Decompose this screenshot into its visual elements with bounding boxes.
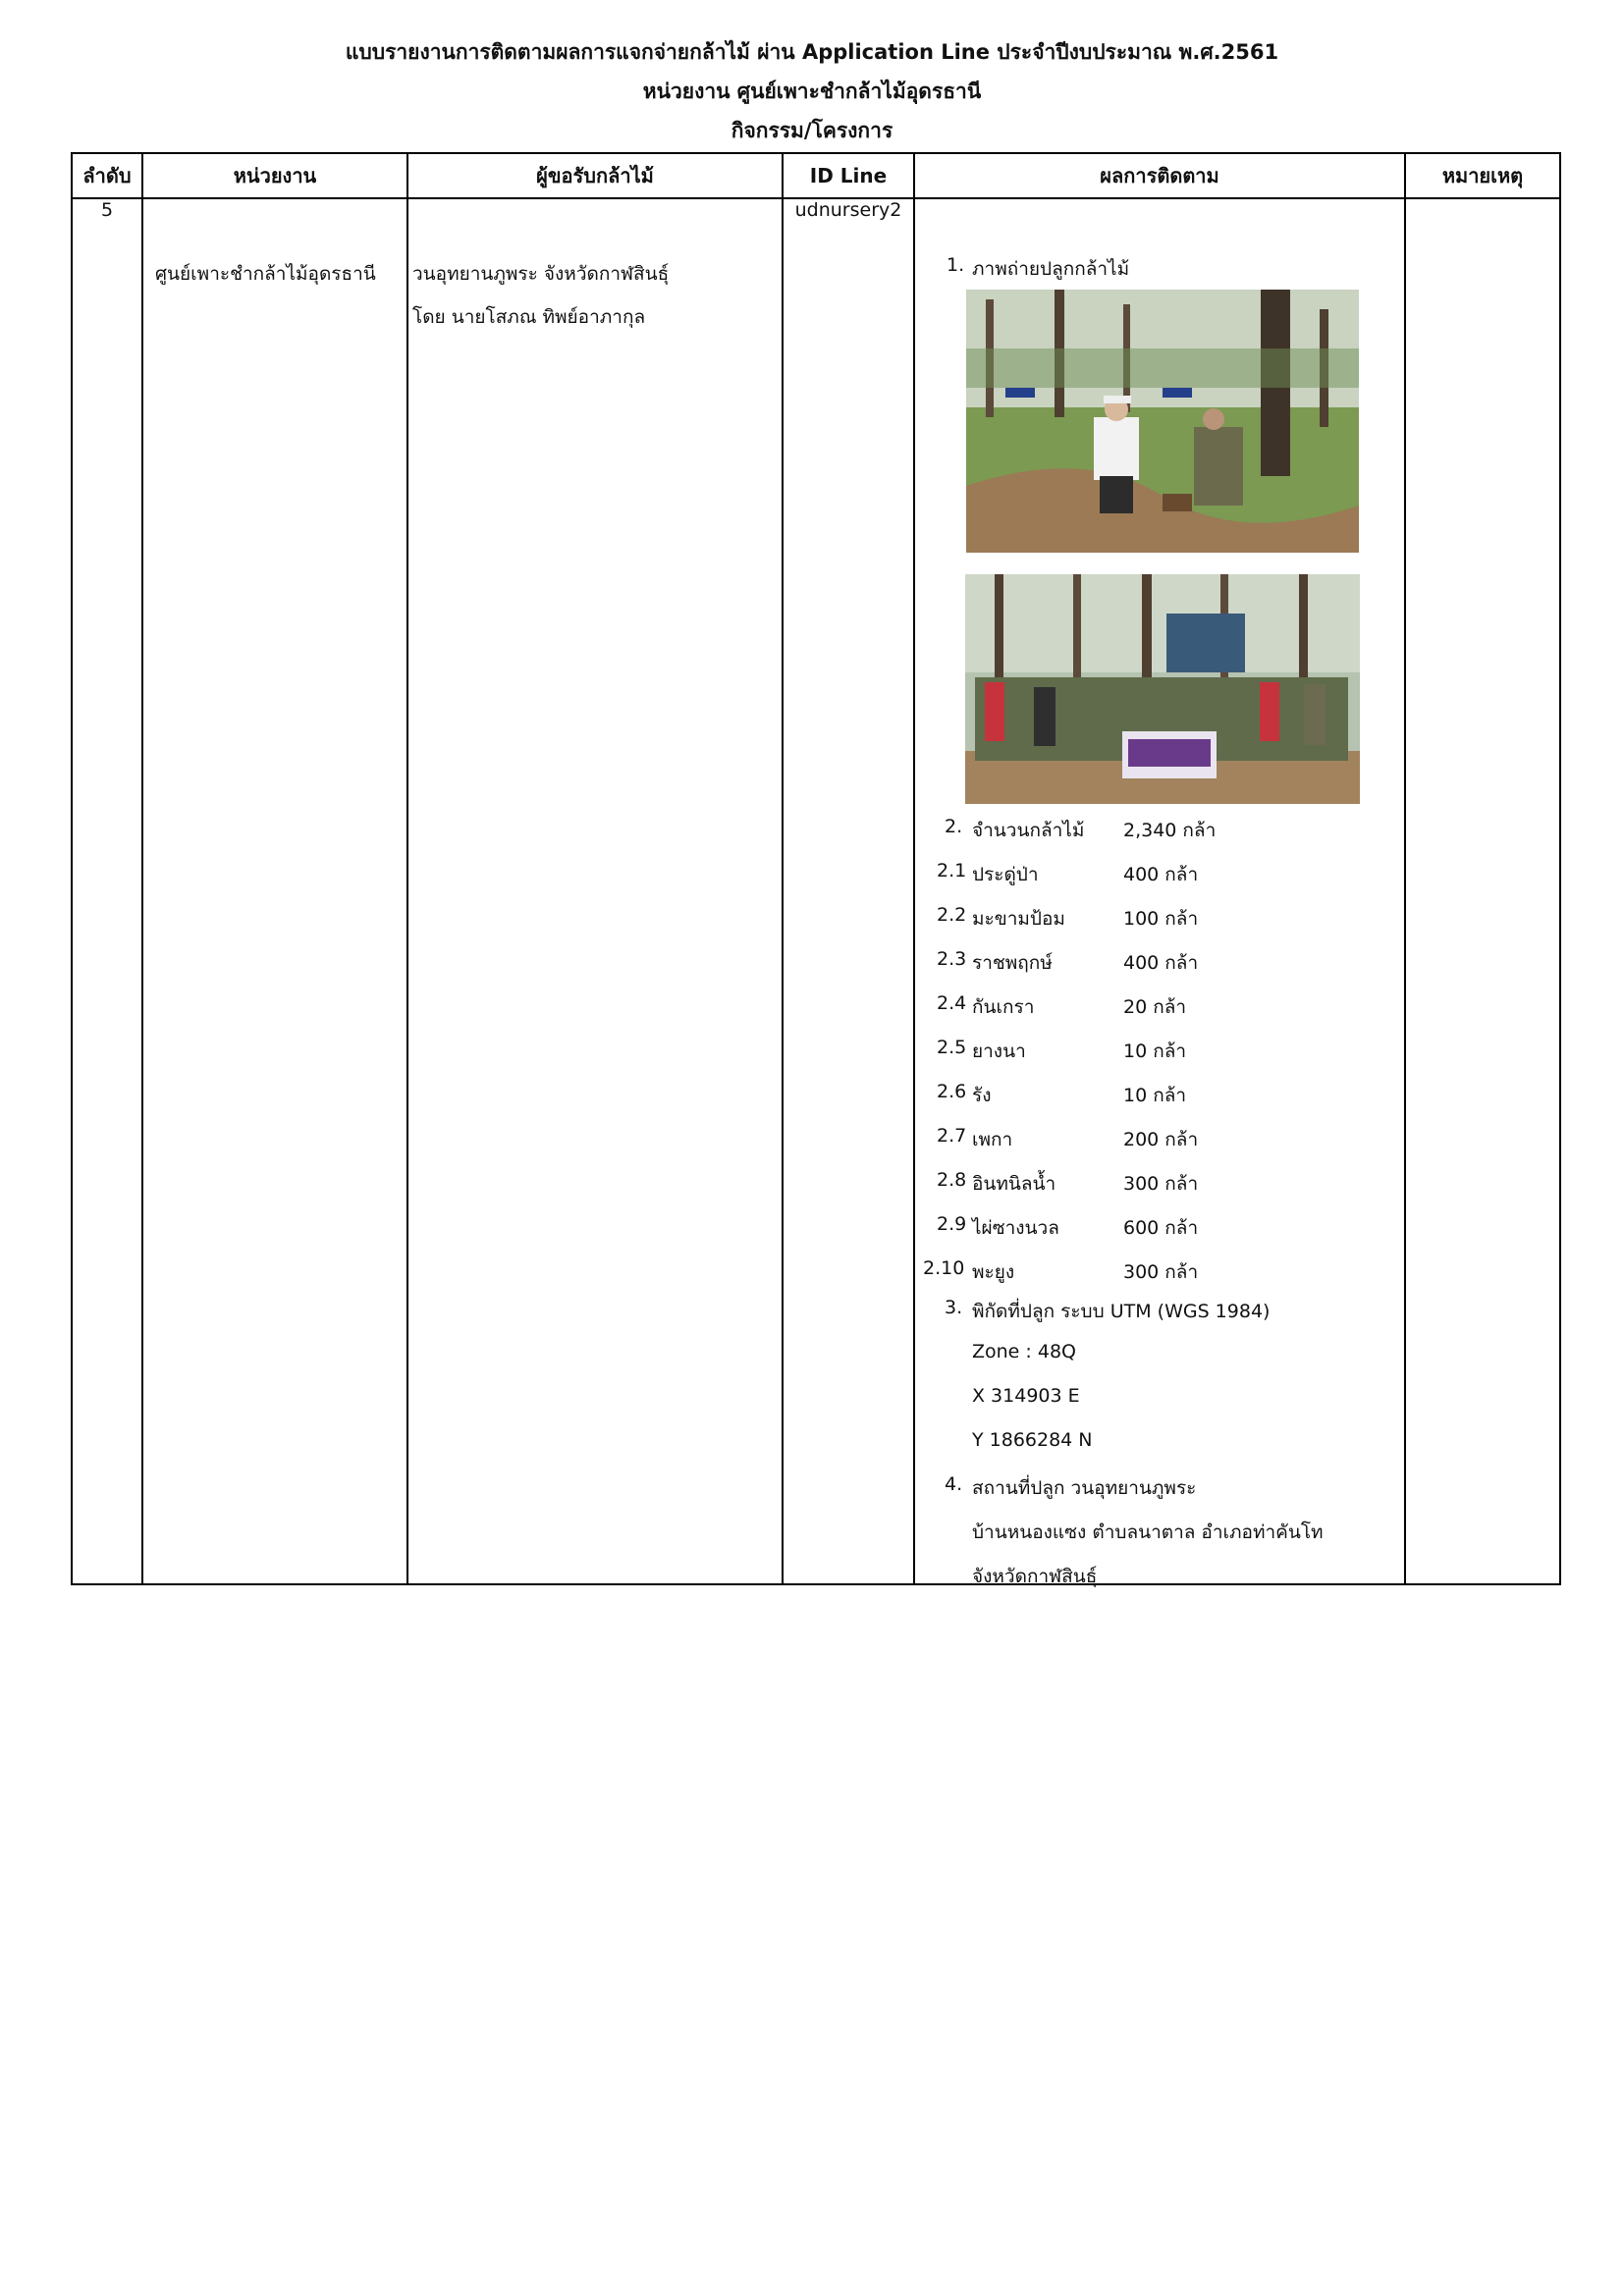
coord-heading: พิกัดที่ปลูก ระบบ UTM (WGS 1984) [972,1301,1271,1322]
species-qty: 300 กล้า [1123,1261,1199,1283]
seq-value: 5 [100,199,114,221]
species-qty: 100 กล้า [1123,908,1199,930]
species-qty: 10 กล้า [1123,1085,1187,1106]
unit-line: หน่วยงาน ศูนย์เพาะชำกล้าไม้อุดรธานี [642,80,982,103]
col-header-id-line: ID Line [783,153,914,198]
table-header-row [72,153,1560,198]
cell-seq [72,198,142,1584]
col-header-requester: ผู้ขอรับกล้าไม้ [407,153,783,198]
species-qty: 300 กล้า [1123,1173,1199,1195]
col-header-remark: หมายเหตุ [1405,153,1560,198]
place-line-2: บ้านหนองแซง ตำบลนาตาล อำเภอท่าคันโท [972,1522,1324,1543]
cell-requester [407,198,783,1584]
species-qty: 400 กล้า [1123,864,1199,885]
place-num: 4. [945,1473,963,1495]
species-name: มะขามป้อม [972,908,1065,930]
species-name: กันเกรา [972,996,1035,1018]
species-name: พะยูง [972,1261,1015,1283]
utm-zone: Zone : 48Q [972,1341,1076,1362]
activity-line: กิจกรรม/โครงการ [731,119,893,142]
utm-x: X 314903 E [972,1385,1080,1407]
requester-line-2: โดย นายโสภณ ทิพย์อาภากุล [412,306,646,328]
group-photo [965,574,1360,804]
species-num: 2.6 [937,1081,967,1102]
species-num: 2.7 [937,1125,967,1147]
total-label: จำนวนกล้าไม้ [972,820,1085,841]
col-header-seq: ลำดับ [72,153,142,198]
species-num: 2.9 [937,1213,967,1235]
cell-agency [142,198,407,1584]
photo-heading: ภาพถ่ายปลูกกล้าไม้ [972,258,1130,280]
species-qty: 20 กล้า [1123,996,1187,1018]
cell-remark [1405,198,1560,1584]
photo-heading-num: 1. [947,254,965,276]
col-header-result: ผลการติดตาม [914,153,1405,198]
col-header-agency: หน่วยงาน [142,153,407,198]
species-name: เพกา [972,1129,1013,1150]
id-line-value: udnursery2 [794,199,902,221]
species-num: 2.1 [937,860,967,881]
species-qty: 600 กล้า [1123,1217,1199,1239]
place-heading: สถานที่ปลูก วนอุทยานภูพระ [972,1477,1197,1499]
place-line-3: จังหวัดกาฬสินธุ์ [972,1566,1098,1587]
species-name: ไผ่ซางนวล [972,1217,1059,1239]
species-name: อินทนิลน้ำ [972,1173,1056,1195]
species-name: ราชพฤกษ์ [972,952,1053,974]
species-name: ประดู่ป่า [972,864,1039,885]
species-num: 2.4 [937,992,967,1014]
total-value: 2,340 กล้า [1123,820,1217,841]
agency-value: ศูนย์เพาะชำกล้าไม้อุดรธานี [155,263,376,285]
table-row [72,198,1560,1584]
utm-y: Y 1866284 N [972,1429,1093,1451]
species-num: 2.5 [937,1037,967,1058]
planting-photo [966,290,1359,553]
species-num: 2.2 [937,904,967,926]
species-num: 2.3 [937,948,967,970]
species-name: ยางนา [972,1041,1026,1062]
report-table [71,152,1561,1585]
cell-result [914,198,1405,1587]
cell-id-line [783,198,914,1584]
species-qty: 400 กล้า [1123,952,1199,974]
total-num: 2. [945,816,963,837]
species-qty: 10 กล้า [1123,1041,1187,1062]
species-num: 2.8 [937,1169,967,1191]
species-num: 2.10 [923,1257,965,1279]
report-title: แบบรายงานการติดตามผลการแจกจ่ายกล้าไม้ ผ่าน Application Line ประจำปีงบประมาณ พ.ศ.2561 [345,40,1279,64]
species-name: รัง [972,1085,992,1106]
requester-line-1: วนอุทยานภูพระ จังหวัดกาฬสินธุ์ [412,263,670,285]
species-qty: 200 กล้า [1123,1129,1199,1150]
coord-num: 3. [945,1297,963,1318]
